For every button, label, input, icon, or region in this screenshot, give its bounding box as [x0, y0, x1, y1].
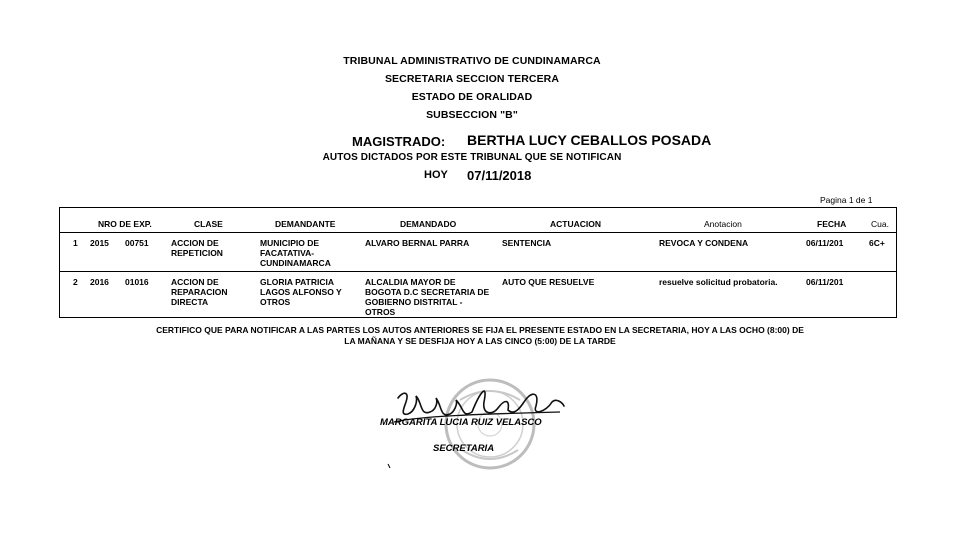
row-anotacion: REVOCA Y CONDENA — [659, 238, 749, 248]
header-separator — [60, 232, 896, 233]
header-line-3: ESTADO DE ORALIDAD — [411, 91, 533, 103]
magistrado-label: MAGISTRADO: — [352, 134, 446, 149]
row-actuacion: SENTENCIA — [502, 238, 552, 248]
col-header-anotacion: Anotacion — [704, 219, 742, 229]
magistrado-name: BERTHA LUCY CEBALLOS POSADA — [467, 132, 712, 148]
row-demandado: ALCALDIA MAYOR DE BOGOTA D.C SECRETARIA DE GOBIERNO DISTRITAL - OTROS — [365, 277, 490, 317]
col-header-demandado: DEMANDADO — [400, 219, 457, 229]
row-demandante: MUNICIPIO DE FACATATIVA-CUNDINAMARCA — [260, 238, 331, 268]
hoy-date: 07/11/2018 — [467, 168, 532, 183]
col-header-clase: CLASE — [194, 219, 223, 229]
row-exp: 00751 — [125, 238, 149, 248]
col-header-cua: Cua. — [871, 219, 889, 229]
row-demandante: GLORIA PATRICIA LAGOS ALFONSO Y OTROS — [260, 277, 342, 307]
header-line-1: TRIBUNAL ADMINISTRATIVO DE CUNDINAMARCA — [343, 55, 601, 67]
page-indicator: Pagina 1 de 1 — [820, 195, 873, 205]
col-header-fecha: FECHA — [817, 219, 847, 229]
col-header-nro: NRO DE EXP. — [98, 219, 152, 229]
header-line-2: SECRETARIA SECCION TERCERA — [384, 73, 560, 85]
row-fecha: 06/11/201 — [806, 277, 844, 287]
row-year: 2015 — [90, 238, 109, 248]
row-anotacion: resuelve solicitud probatoria. — [659, 277, 778, 287]
row-clase: ACCION DE REPETICION — [171, 238, 223, 258]
autos-table — [59, 207, 897, 318]
row-cua: 6C+ — [869, 238, 885, 248]
row-demandado: ALVARO BERNAL PARRA — [365, 238, 470, 248]
subtitle: AUTOS DICTADOS POR ESTE TRIBUNAL QUE SE NOTIFICAN — [322, 152, 622, 163]
certificate-line-2: LA MAÑANA Y SE DESFIJA HOY A LAS CINCO (5:00) DE LA TARDE — [344, 336, 616, 346]
row-separator — [60, 271, 896, 272]
signature-role: SECRETARIA — [433, 443, 495, 454]
signature-name: MARGARITA LUCIA RUIZ VELASCO — [380, 417, 542, 428]
hoy-label: HOY — [424, 169, 448, 181]
row-year: 2016 — [90, 277, 109, 287]
col-header-demandante: DEMANDANTE — [275, 219, 336, 229]
row-number: 2 — [73, 277, 78, 287]
row-number: 1 — [73, 238, 78, 248]
row-exp: 01016 — [125, 277, 149, 287]
header-line-4: SUBSECCION "B" — [426, 109, 518, 121]
col-header-actuacion: ACTUACION — [550, 219, 601, 229]
signature-scribble — [398, 391, 564, 415]
row-actuacion: AUTO QUE RESUELVE — [502, 277, 595, 287]
row-clase: ACCION DE REPARACION DIRECTA — [171, 277, 228, 307]
certificate-line-1: CERTIFICO QUE PARA NOTIFICAR A LAS PARTES LOS AUTOS ANTERIORES SE FIJA EL PRESENTE ESTADO EN LA SECRETARIA, HOY A LAS OCHO (8:00) DE — [156, 325, 804, 335]
row-fecha: 06/11/201 — [806, 238, 844, 248]
